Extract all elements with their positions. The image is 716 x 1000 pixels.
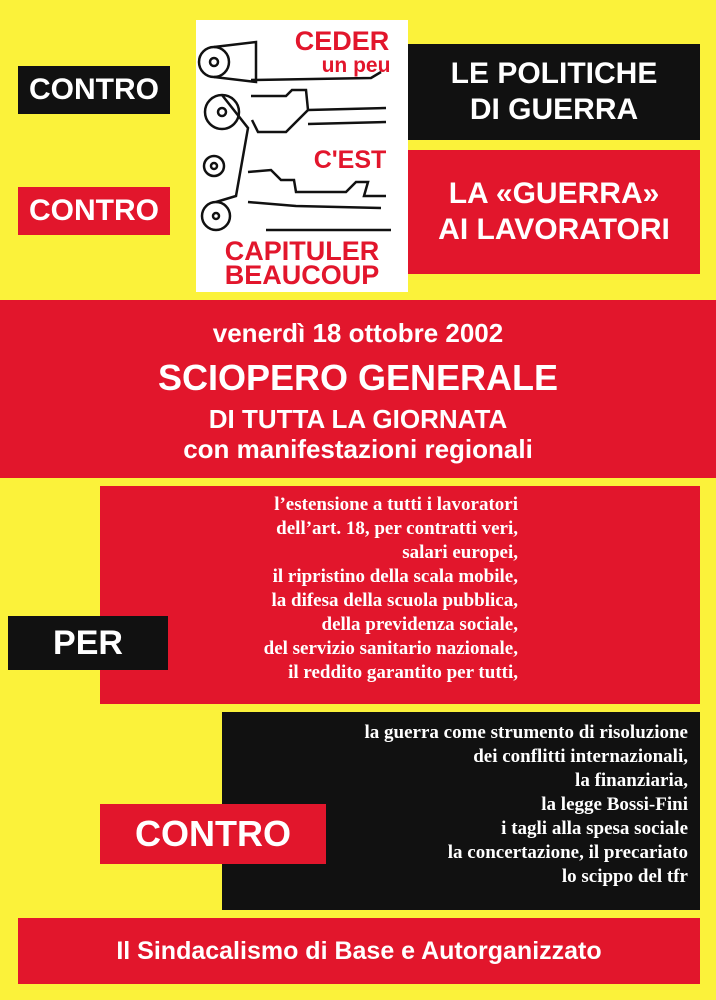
strike-announcement-panel (0, 300, 716, 478)
ceder-un-peu-logo (196, 20, 408, 292)
per-item: salari europei, (402, 542, 518, 563)
contro-item: la finanziaria, (575, 770, 688, 791)
per-item: dell’art. 18, per contratti veri, (276, 518, 518, 539)
contro-label-middle: CONTRO (18, 187, 170, 235)
strike-subtitle-2: con manifestazioni regionali (183, 434, 533, 464)
per-item: della previdenza sociale, (321, 614, 518, 635)
per-label: PER (8, 616, 168, 670)
contro-item: lo scippo del tfr (561, 866, 688, 887)
logo-text-cest: C'EST (313, 146, 387, 174)
logo-text-ceder: CEDER (294, 26, 390, 56)
politiche-line-1: LE POLITICHE (450, 57, 658, 90)
guerra-lavoratori-line-1: LA «GUERRA» (448, 177, 660, 210)
logo-text-capituler: CAPITULER (224, 236, 380, 266)
logo-text-beaucoup: BEAUCOUP (224, 260, 380, 290)
contro-label-bottom: CONTRO (100, 804, 326, 864)
strike-subtitle-1: DI TUTTA LA GIORNATA (208, 404, 508, 434)
per-demands-panel (100, 486, 700, 704)
contro-item: i tagli alla spesa sociale (501, 818, 688, 839)
per-item: il reddito garantito per tutti, (288, 662, 518, 683)
strike-date: venerdì 18 ottobre 2002 (212, 318, 504, 348)
contro-item: la concertazione, il precariato (447, 842, 688, 863)
contro-item: la legge Bossi-Fini (541, 794, 688, 815)
footer-signature: Il Sindacalismo di Base e Autorganizzato (18, 918, 700, 984)
contro-item: la guerra come strumento di risoluzione (364, 722, 688, 743)
contro-label-top: CONTRO (18, 66, 170, 114)
politiche-line-2: DI GUERRA (469, 93, 639, 126)
logo-illustration (196, 20, 408, 292)
per-item: il ripristino della scala mobile, (272, 566, 518, 587)
per-item: la difesa della scuola pubblica, (271, 590, 518, 611)
per-item: l’estensione a tutti i lavoratori (274, 494, 518, 515)
logo-text-un-peu: un peu (321, 54, 391, 77)
guerra-lavoratori-box (408, 150, 700, 274)
guerra-lavoratori-line-2: AI LAVORATORI (438, 213, 670, 246)
per-item: del servizio sanitario nazionale, (263, 638, 518, 659)
politiche-di-guerra-box (408, 44, 700, 140)
strike-title: SCIOPERO GENERALE (157, 357, 559, 398)
contro-item: dei conflitti internazionali, (473, 746, 688, 767)
